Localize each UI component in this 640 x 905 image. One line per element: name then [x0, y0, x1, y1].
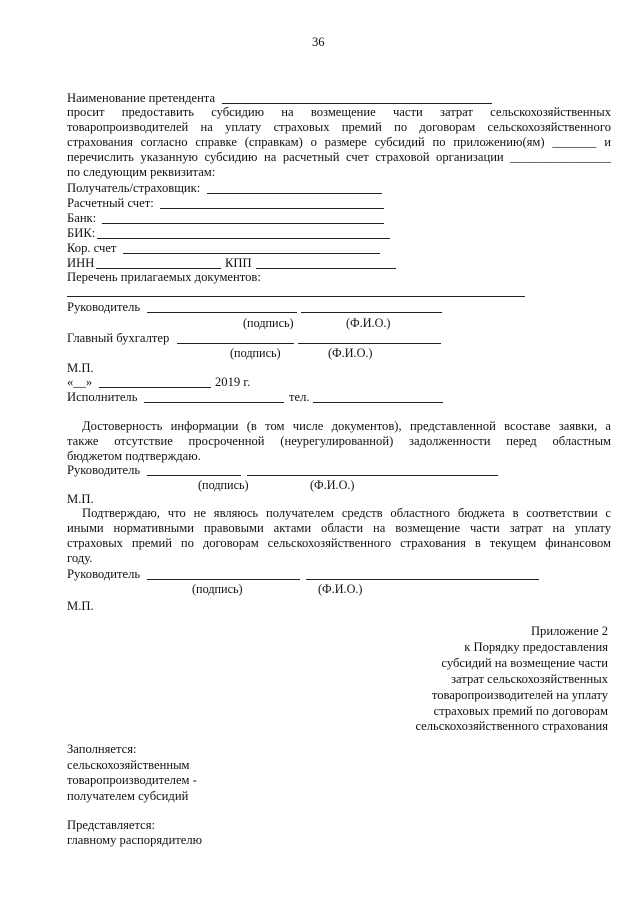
head-name-caption: (Ф.И.О.): [346, 316, 391, 330]
applicant-name-field[interactable]: [222, 103, 492, 104]
filled-by-line-1: Заполняется:: [67, 742, 137, 756]
corr-account-label: Кор. счет: [67, 241, 117, 255]
filled-by-line-2: сельскохозяйственным: [67, 758, 190, 772]
date-prefix: «__»: [67, 375, 93, 389]
confirmation1-seal: М.П.: [67, 492, 94, 506]
appendix-line-7: сельскохозяйственного страхования: [415, 719, 608, 733]
appendix-line-4: затрат сельскохозяйственных: [451, 672, 608, 686]
confirmation2-signature-caption: (подпись): [192, 582, 243, 596]
confirmation2-line-4: году.: [67, 551, 93, 565]
confirmation1-line-3: бюджетом подтверждаю.: [67, 449, 201, 463]
confirmation2-name-field[interactable]: [306, 579, 539, 580]
confirmation1-line-2: также отсутствие просроченной (неурегулированной) задолженности перед областным: [67, 434, 611, 448]
bik-label: БИК:: [67, 226, 96, 240]
confirmation2-line-2: иными нормативными правовыми актами области на возмещение части затрат на уплату: [67, 521, 611, 535]
confirmation2-signature-field[interactable]: [147, 579, 300, 580]
confirmation2-line-3: страховых премий по договорам сельскохозяйственного страхования в текущем финансовом: [67, 536, 611, 550]
accountant-name-field[interactable]: [298, 343, 441, 344]
executor-label: Исполнитель: [67, 390, 138, 404]
confirmation2-head-label: Руководитель: [67, 567, 141, 581]
head-signature-caption: (подпись): [243, 316, 294, 330]
confirmation2-name-caption: (Ф.И.О.): [318, 582, 363, 596]
documents-label: Перечень прилагаемых документов:: [67, 270, 261, 284]
applicant-text-line-4: перечислить указанную субсидию на расчетный счет страховой организации ________________: [67, 150, 611, 164]
confirmation1-signature-caption: (подпись): [198, 478, 249, 492]
appendix-line-6: страховых премий по договорам: [433, 704, 608, 718]
bik-field[interactable]: [97, 238, 390, 239]
date-field[interactable]: [99, 387, 211, 388]
applicant-text-line-3: страхования согласно справке (справкам) о размере субсидий по приложению(ям) _______ и: [67, 135, 611, 149]
phone-field[interactable]: [313, 402, 443, 403]
applicant-text-line-5: по следующим реквизитам:: [67, 165, 216, 179]
appendix-line-3: субсидий на возмещение части: [441, 656, 608, 670]
date-suffix: 2019 г.: [215, 375, 251, 389]
head-signature-field[interactable]: [147, 312, 297, 313]
confirmation1-name-field[interactable]: [247, 475, 498, 476]
phone-label: тел.: [289, 390, 310, 404]
kpp-label: КПП: [225, 256, 252, 270]
applicant-label: Наименование претендента: [67, 91, 216, 105]
inn-field[interactable]: [96, 268, 221, 269]
inn-label: ИНН: [67, 256, 95, 270]
appendix-line-5: товаропроизводителей на уплату: [431, 688, 608, 702]
corr-account-field[interactable]: [123, 253, 380, 254]
filled-by-line-4: получателем субсидий: [67, 789, 189, 803]
confirmation2-seal: М.П.: [67, 599, 94, 613]
executor-field[interactable]: [144, 402, 284, 403]
accountant-signature-field[interactable]: [177, 343, 294, 344]
bank-label: Банк:: [67, 211, 97, 225]
submitted-to-line-2: главному распорядителю: [67, 833, 203, 847]
accountant-signature-caption: (подпись): [230, 346, 281, 360]
filled-by-line-3: товаропроизводителем -: [67, 773, 197, 787]
confirmation1-name-caption: (Ф.И.О.): [310, 478, 355, 492]
applicant-text-line-2: товаропроизводителей на уплату страховых премий по договорам сельскохозяйственного: [67, 120, 611, 134]
appendix-line-1: Приложение 2: [530, 624, 608, 638]
confirmation1-line-1: Достоверность информации (в том числе документов), представленной всоставе заявки, а: [82, 419, 611, 433]
confirmation2-line-1: Подтверждаю, что не являюсь получателем средств областного бюджета в соответствии с: [82, 506, 611, 520]
seal-label: М.П.: [67, 361, 94, 375]
head-label: Руководитель: [67, 300, 141, 314]
bank-field[interactable]: [102, 223, 384, 224]
recipient-field[interactable]: [207, 193, 382, 194]
account-label: Расчетный счет:: [67, 196, 154, 210]
accountant-label: Главный бухгалтер: [67, 331, 170, 345]
account-field[interactable]: [160, 208, 384, 209]
page-number: 36: [312, 35, 325, 49]
head-name-field[interactable]: [301, 312, 442, 313]
confirmation1-signature-field[interactable]: [147, 475, 241, 476]
documents-field[interactable]: [67, 296, 525, 297]
accountant-name-caption: (Ф.И.О.): [328, 346, 373, 360]
confirmation1-head-label: Руководитель: [67, 463, 141, 477]
applicant-text-line-1: просит предоставить субсидию на возмещение части затрат сельскохозяйственных: [67, 105, 611, 119]
kpp-field[interactable]: [256, 268, 396, 269]
appendix-line-2: к Порядку предоставления: [464, 640, 608, 654]
recipient-label: Получатель/страховщик:: [67, 181, 201, 195]
submitted-to-line-1: Представляется:: [67, 818, 156, 832]
